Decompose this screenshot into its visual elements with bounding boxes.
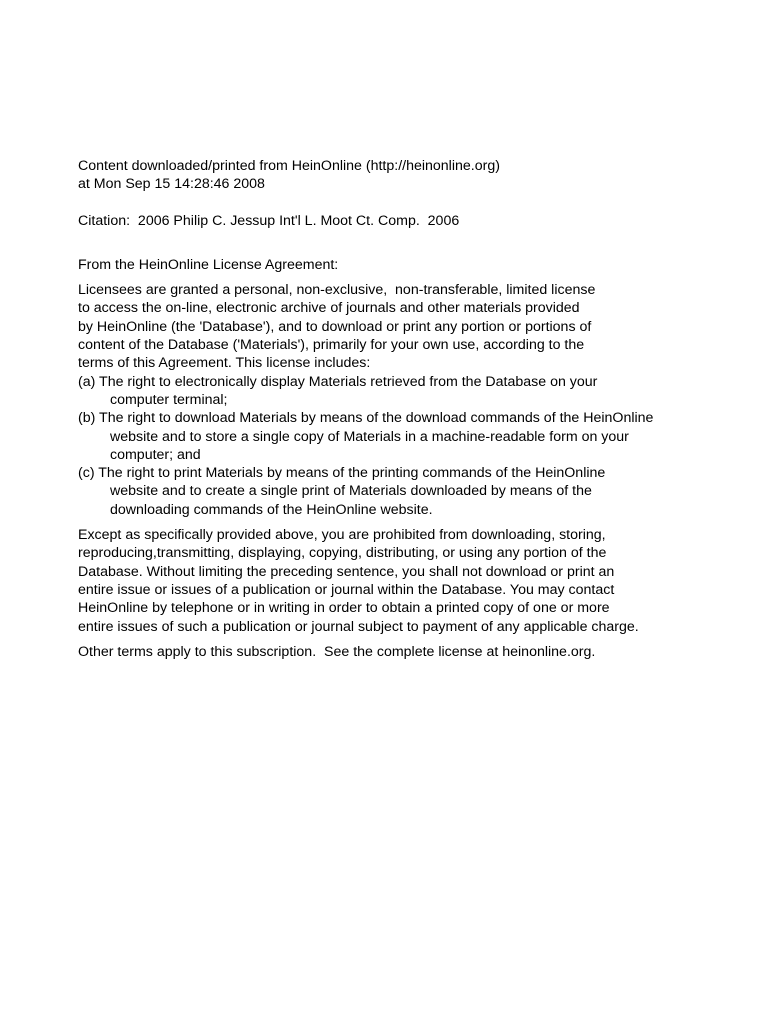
download-source-line: Content downloaded/printed from HeinOnline (http://heinonline.org): [78, 158, 500, 174]
license-intro-line: Licensees are granted a personal, non-exclusive, non-transferable, limited license: [78, 282, 596, 299]
license-item-line: downloading commands of the HeinOnline website.: [110, 501, 433, 518]
license-restrictions: [78, 526, 738, 636]
document-page: [78, 157, 738, 661]
license-item-line: website and to store a single copy of Materials in a machine-readable form on your: [110, 428, 629, 445]
license-restriction-line: entire issues of such a publication or journal subject to payment of any applicable charge.: [78, 618, 639, 635]
license-item-c: [78, 464, 738, 519]
license-item-line: (c) The right to print Materials by means of the printing commands of the HeinOnline: [78, 465, 606, 482]
license-intro-line: to access the on-line, electronic archive of journals and other materials provided: [78, 300, 580, 317]
license-restriction-line: entire issue or issues of a publication or journal within the Database. You may contact: [78, 581, 615, 598]
license-intro: [78, 281, 738, 372]
license-item-line: (a) The right to electronically display Materials retrieved from the Database on your: [78, 373, 598, 390]
license-item-line: website and to create a single print of Materials downloaded by means of the: [110, 483, 592, 500]
license-item-line: (b) The right to download Materials by means of the download commands of the HeinOnline: [78, 410, 654, 427]
license-intro-line: terms of this Agreement. This license includes:: [78, 355, 371, 372]
license-restriction-line: Database. Without limiting the preceding sentence, you shall not download or print an: [78, 563, 615, 580]
license-intro-line: by HeinOnline (the 'Database'), and to download or print any portion or portions of: [78, 318, 592, 335]
citation-line: Citation: 2006 Philip C. Jessup Int'l L. Moot Ct. Comp. 2006: [78, 212, 460, 229]
license-restriction-line: Except as specifically provided above, you are prohibited from downloading, storing,: [78, 527, 606, 544]
download-header: [78, 157, 738, 194]
download-timestamp-line: at Mon Sep 15 14:28:46 2008: [78, 176, 265, 193]
license-item-b: [78, 409, 738, 464]
license-restriction-line: reproducing,transmitting, displaying, copying, distributing, or using any portion of the: [78, 545, 607, 562]
license-item-a: [78, 373, 738, 410]
other-terms-line: Other terms apply to this subscription. See the complete license at heinonline.org.: [78, 643, 596, 660]
license-item-line: computer; and: [110, 446, 201, 463]
license-restriction-line: HeinOnline by telephone or in writing in order to obtain a printed copy of one or more: [78, 600, 610, 617]
license-item-line: computer terminal;: [110, 391, 228, 408]
license-heading: From the HeinOnline License Agreement:: [78, 256, 339, 273]
license-intro-line: content of the Database ('Materials'), primarily for your own use, according to the: [78, 337, 585, 354]
